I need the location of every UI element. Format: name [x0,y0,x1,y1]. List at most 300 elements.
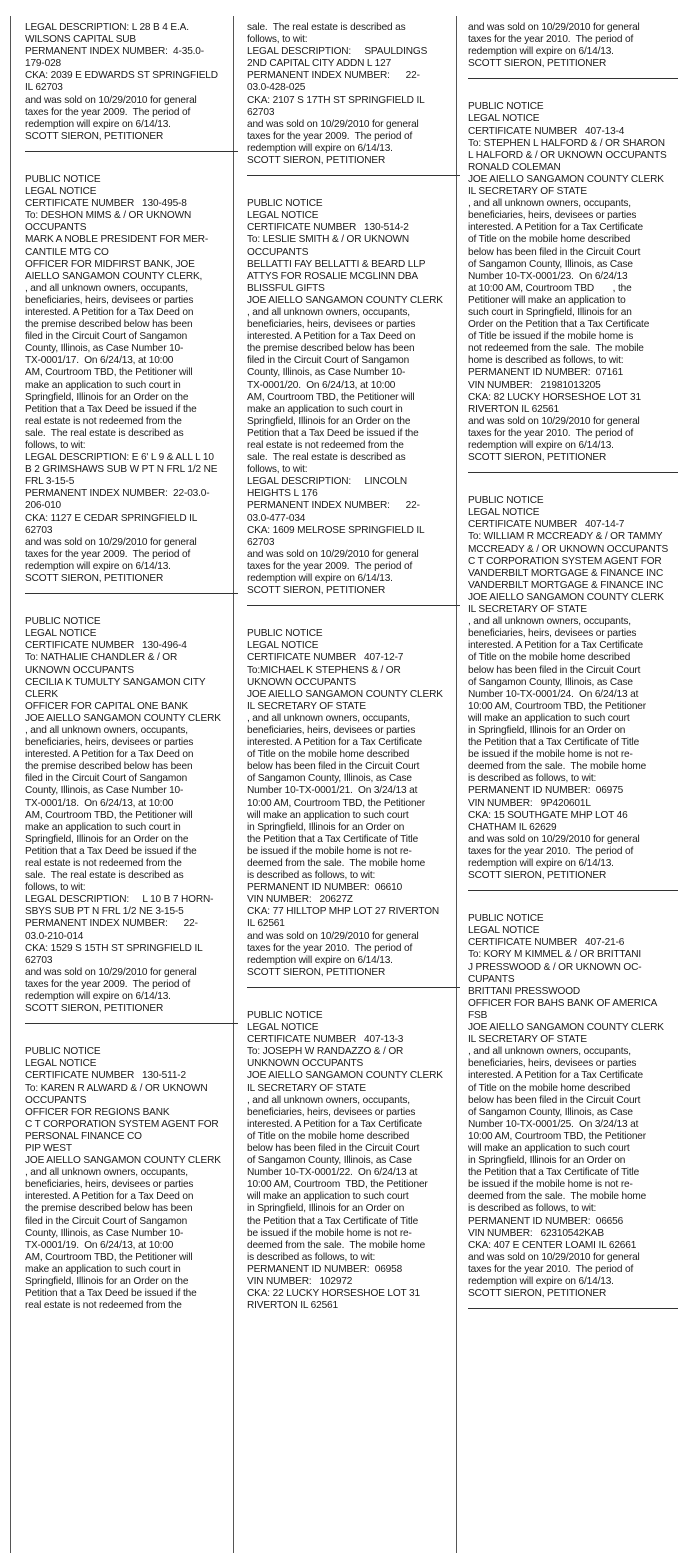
notice-line: sale. The real estate is described as [247,452,406,464]
notice-line: redemption will expire on 6/14/13. [468,46,614,58]
notice-line: PERMANENT ID NUMBER: 06610 [247,882,403,894]
notice-line: JOE AIELLO SANGAMON COUNTY CLERK [25,1155,221,1167]
notice-line: RIVERTON IL 62561 [468,403,559,415]
notice-line: redemption will expire on 6/14/13. [247,142,393,154]
notice-line: Petition that a Tax Deed be issued if the [25,403,197,415]
notice-line: Springfield, Illinois for an Order on the [25,1276,189,1287]
notice-line: Number 10-TX-0001/23. On 6/24/13 [468,270,628,282]
notice-line: Petition that a Tax Deed be issued if the [25,845,197,857]
notice-line: deemed from the sale. The mobile home [247,858,426,869]
notice-line: taxes for the year 2009. The period of [25,978,191,990]
notice-line: of Sangamon County, Illinois, as Case [468,1106,633,1118]
notice-line: filed in the Circuit Court of Sangamon [25,773,188,785]
notice-line: County, Illinois, as Case Number 10- [25,343,184,355]
notice-line: To:MICHAEL K STEPHENS & / OR [247,664,401,676]
notice-line: CERTIFICATE NUMBER 407-13-4 [468,125,625,137]
notice-line: To: DESHON MIMS & / OR UKNOWN [25,210,192,222]
notice-line: LEGAL DESCRIPTION: LINCOLN [247,476,408,488]
notice-line: be issued if the mobile home is not re- [247,1227,412,1239]
notice-line: the Petition that a Tax Certificate of Title [247,1215,419,1227]
notice-line: TX-0001/17. On 6/24/13, at 10:00 [25,355,174,367]
notice-line: interested. A Petition for a Tax Certificate [468,1070,643,1082]
notice-line: taxes for the year 2010. The period of [468,34,634,46]
notice-line: LEGAL NOTICE [247,640,319,652]
notice-line: PUBLIC NOTICE [247,628,323,640]
notice-line: redemption will expire on 6/14/13. [247,954,393,966]
notice-line: VIN NUMBER: 62310542KAB [468,1227,604,1239]
notice-line: IL SECRETARY OF STATE [468,186,587,198]
notice-line: real estate is not redeemed from the [25,858,182,869]
notice-line: Number 10-TX-0001/22. On 6/24/13 at [247,1167,418,1179]
notice-line: CERTIFICATE NUMBER 407-12-7 [247,652,404,664]
notice-line: LEGAL NOTICE [25,186,97,198]
notice-line: PUBLIC NOTICE [25,1046,101,1058]
legal-notice [247,1010,457,1312]
notice-line: the Petition that a Tax Certificate of Title [468,1167,640,1179]
notice-line: CKA: 407 E CENTER LOAMI IL 62661 [468,1239,637,1251]
notice-line: redemption will expire on 6/14/13. [25,560,171,572]
notice-line: will make an application to such court [468,1142,630,1154]
notice-line: , and all unknown owners, occupants, [247,306,410,318]
notice-line: sale. The real estate is described as [247,22,406,33]
notice-line: AM, Courtroom TBD, the Petitioner will [247,391,415,403]
notice-line: PERMANENT ID NUMBER: 06975 [468,785,624,797]
notice-line: CKA: 1609 MELROSE SPRINGFIELD IL [247,524,425,536]
notice-line: will make an application to such court [247,809,409,821]
notice-line: IL 62703 [25,82,63,94]
notice-line: PUBLIC NOTICE [468,495,544,507]
notice-line: AM, Courtroom TBD, the Petitioner will [25,1251,193,1263]
notice-line: VANDERBILT MORTGAGE & FINANCE INC [468,579,664,591]
notice-line: RONALD COLEMAN [468,161,561,173]
notice-line: CKA: 82 LUCKY HORSESHOE LOT 31 [468,391,641,403]
notice-separator [468,1308,678,1309]
notice-line: CERTIFICATE NUMBER 407-21-6 [468,937,625,949]
notice-line: interested. A Petition for a Tax Deed on [25,749,194,761]
notice-line: OFFICER FOR BAHS BANK OF AMERICA [468,997,658,1009]
notice-line: C T CORPORATION SYSTEM AGENT FOR [25,1118,219,1130]
notice-line: , and all unknown owners, occupants, [25,724,188,736]
notice-separator [468,890,678,891]
notice-line: taxes for the year 2009. The period of [25,106,191,118]
notice-line: 62703 [25,524,53,536]
notice-line: PERMANENT INDEX NUMBER: 22-03.0- [25,488,210,500]
notice-line: , and all unknown owners, occupants, [25,282,188,294]
notice-line: and was sold on 10/29/2010 for general [247,118,419,130]
notice-line: taxes for the year 2009. The period of [247,560,413,572]
notice-line: and was sold on 10/29/2010 for general [25,536,197,548]
notice-line: LEGAL NOTICE [468,925,540,937]
notice-line: LEGAL NOTICE [25,628,97,640]
notice-line: 62703 [247,106,275,118]
notice-line: taxes for the year 2010. The period of [468,845,634,857]
notice-line: AM, Courtroom TBD, the Petitioner will [25,367,193,379]
legal-notice [468,913,678,1300]
notice-separator [25,1023,238,1024]
notice-line: CKA: 2107 S 17TH ST SPRINGFIELD IL [247,94,425,106]
notice-line: LEGAL DESCRIPTION: E 6' L 9 & ALL L 10 [25,452,214,464]
notice-line: and was sold on 10/29/2010 for general [25,94,197,106]
notice-line: OCCUPANTS [247,246,309,258]
notice-line: LEGAL NOTICE [468,113,540,125]
notice-line: taxes for the year 2010. The period of [468,1263,634,1275]
notice-line: UNKNOWN OCCUPANTS [247,1058,364,1070]
notice-line: CERTIFICATE NUMBER 130-495-8 [25,198,187,210]
notice-line: IL 62561 [247,918,285,930]
notice-line: below has been filed in the Circuit Court [468,1094,641,1106]
notice-line: interested. A Petition for a Tax Certificate [468,640,643,652]
notice-line: sale. The real estate is described as [25,427,184,439]
notice-line: CERTIFICATE NUMBER 407-14-7 [468,519,625,531]
notice-line: AIELLO SANGAMON COUNTY CLERK, [25,270,203,282]
notice-line: LEGAL DESCRIPTION: L 28 B 4 E.A. [25,22,189,33]
notice-line: B 2 GRIMSHAWS SUB W PT N FRL 1/2 NE [25,464,218,476]
notice-line: in Springfield, Illinois for an Order on [468,1155,626,1167]
notice-line: 206-010 [25,500,61,512]
notice-line: OCCUPANTS [25,222,87,234]
notice-line: OFFICER FOR MIDFIRST BANK, JOE [25,258,195,270]
notice-line: SCOTT SIERON, PETITIONER [25,130,164,142]
notice-line: is described as follows, to wit: [247,1251,376,1263]
notice-line: SCOTT SIERON, PETITIONER [468,1288,607,1300]
notice-line: 10:00 AM, Courtroom TBD, the Petitioner [468,700,646,712]
notice-line: Order on the Petition that a Tax Certificate [468,319,650,331]
notice-line: HEIGHTS L 176 [247,488,318,500]
notice-line: SCOTT SIERON, PETITIONER [25,573,164,585]
notice-line: LEGAL NOTICE [25,1058,97,1070]
notice-line: interested. A Petition for a Tax Certificate [247,1118,422,1130]
notice-line: below has been filed in the Circuit Court [468,246,641,258]
notice-line: 62703 [247,536,275,548]
notice-line: the premise described below has been [247,343,415,355]
notice-line: JOE AIELLO SANGAMON COUNTY CLERK [247,294,443,306]
legal-notice [25,22,235,143]
notice-line: , and all unknown owners, occupants, [468,198,631,210]
notice-line: beneficiaries, heirs, devisees or parties [247,1106,416,1118]
notice-line: Number 10-TX-0001/21. On 3/24/13 at [247,785,418,797]
legal-notice [468,22,678,70]
notice-line: interested. A Petition for a Tax Certificate [468,222,643,234]
notice-line: 03.0-477-034 [247,512,306,524]
notice-line: redemption will expire on 6/14/13. [468,1276,614,1287]
notice-separator [247,605,460,606]
notice-line: LEGAL NOTICE [468,507,540,519]
notice-line: in Springfield, Illinois for an Order on [468,724,626,736]
notice-line: Petition that a Tax Deed be issued if the [25,1288,197,1300]
notice-line: real estate is not redeemed from the [25,1300,182,1312]
notice-line: CKA: 2039 E EDWARDS ST SPRINGFIELD [25,70,218,82]
notice-line: CERTIFICATE NUMBER 407-13-3 [247,1034,404,1046]
notice-line: LEGAL NOTICE [247,1022,319,1034]
notice-line: deemed from the sale. The mobile home [468,1191,647,1203]
notice-line: VIN NUMBER: 20627Z [247,894,353,906]
notice-line: PUBLIC NOTICE [247,198,323,210]
notice-line: make an application to such court in [25,379,181,391]
notice-line: LEGAL DESCRIPTION: L 10 B 7 HORN- [25,894,214,906]
notice-line: TX-0001/19. On 6/24/13, at 10:00 [25,1239,174,1251]
notice-line: TX-0001/18. On 6/24/13, at 10:00 [25,797,174,809]
notice-line: be issued if the mobile home is not re- [247,845,412,857]
notice-line: Number 10-TX-0001/24. On 6/24/13 at [468,688,639,700]
notice-line: at 10:00 AM, Courtroom TBD , the [468,282,632,294]
notice-line: , and all unknown owners, occupants, [247,1094,410,1106]
notice-line: Petitioner will make an application to [468,294,626,306]
notice-line: sale. The real estate is described as [25,870,184,882]
notice-line: is described as follows, to wit: [468,773,597,785]
notice-line: PUBLIC NOTICE [247,1009,323,1021]
notice-line: follows, to wit: [25,440,86,451]
notice-line: of Sangamon County, Illinois, as Case [247,773,412,785]
notice-line: PUBLIC NOTICE [25,173,101,185]
notice-line: Number 10-TX-0001/25. On 3/24/13 at [468,1118,639,1130]
notice-line: deemed from the sale. The mobile home [468,761,647,773]
notice-line: BELLATTI FAY BELLATTI & BEARD LLP [247,258,426,270]
notice-line: beneficiaries, heirs, devisees or parties [247,724,416,736]
notice-line: the premise described below has been [25,1203,193,1215]
notice-line: SCOTT SIERON, PETITIONER [468,452,607,464]
notice-line: real estate is not redeemed from the [25,415,182,427]
notice-line: To: KORY M KIMMEL & / OR BRITTANI [468,949,642,961]
notice-line: TX-0001/20. On 6/24/13, at 10:00 [247,379,396,391]
notice-line: PUBLIC NOTICE [468,913,544,925]
notice-line: PERSONAL FINANCE CO [25,1130,142,1142]
notice-line: follows, to wit: [247,34,308,46]
notice-line: LEGAL NOTICE [247,210,319,222]
notice-line: 62703 [25,954,53,966]
notice-line: redemption will expire on 6/14/13. [468,440,614,451]
notice-line: , and all unknown owners, occupants, [468,616,631,628]
notice-line: PERMANENT INDEX NUMBER: 4-35.0- [25,46,204,58]
legal-notice [25,616,235,1015]
notice-line: interested. A Petition for a Tax Certificate [247,737,422,749]
notice-line: of Title on the mobile home described [468,1082,631,1094]
notice-line: and was sold on 10/29/2010 for general [25,966,197,978]
notice-line: L HALFORD & / OR UKNOWN OCCUPANTS [468,149,667,161]
notice-line: SCOTT SIERON, PETITIONER [247,585,386,597]
notice-line: of Title on the mobile home described [468,234,631,246]
notice-line: J PRESSWOOD & / OR UKNOWN OC- [468,961,642,973]
notice-line: BLISSFUL GIFTS [247,282,325,294]
notice-line: CLERK [25,688,58,700]
notice-line: , and all unknown owners, occupants, [25,1167,188,1179]
notice-line: MARK A NOBLE PRESIDENT FOR MER- [25,234,209,246]
notice-line: below has been filed in the Circuit Court [468,664,641,676]
notice-line: and was sold on 10/29/2010 for general [468,833,640,845]
notice-line: the premise described below has been [25,761,193,773]
legal-notice [468,495,678,882]
notice-line: taxes for the year 2009. The period of [25,548,191,560]
notice-separator [247,987,460,988]
notice-line: IL SECRETARY OF STATE [247,700,366,712]
notice-line: FSB [468,1009,488,1021]
notice-line: CKA: 22 LUCKY HORSESHOE LOT 31 [247,1288,420,1300]
notice-line: County, Illinois, as Case Number 10- [25,785,184,797]
notice-line: Springfield, Illinois for an Order on the [247,415,411,427]
notice-line: , and all unknown owners, occupants, [247,712,410,724]
notice-line: Springfield, Illinois for an Order on the [25,833,189,845]
notice-line: be issued if the mobile home is not re- [468,1179,633,1191]
notice-line: VIN NUMBER: 102972 [247,1276,353,1287]
notice-line: County, Illinois, as Case Number 10- [25,1227,184,1239]
notice-line: CERTIFICATE NUMBER 130-496-4 [25,640,187,652]
notice-line: and was sold on 10/29/2010 for general [247,930,419,942]
legal-notice [247,198,457,597]
legal-notice [247,22,457,167]
notice-line: CERTIFICATE NUMBER 130-511-2 [25,1070,186,1082]
notice-line: of Title be issued if the mobile home is [468,331,634,343]
notice-line: and was sold on 10/29/2010 for general [468,415,640,427]
notice-line: SBYS SUB PT N FRL 1/2 NE 3-15-5 [25,906,184,918]
notice-line: of Sangamon County, Illinois, as Case [247,1155,412,1167]
notice-line: CKA: 1127 E CEDAR SPRINGFIELD IL [25,512,198,524]
notice-separator [25,151,238,152]
notice-line: PERMANENT INDEX NUMBER: 22- [25,918,198,930]
notice-line: beneficiaries, heirs, devisees or parties [247,319,416,331]
notice-line: redemption will expire on 6/14/13. [25,991,171,1003]
notice-line: 03.0-210-014 [25,930,84,942]
notice-line: FRL 3-15-5 [25,476,75,488]
notice-line: PUBLIC NOTICE [25,616,101,628]
notice-line: and was sold on 10/29/2010 for general [468,1251,640,1263]
notice-line: Petition that a Tax Deed be issued if the [247,427,419,439]
notice-line: deemed from the sale. The mobile home [247,1239,426,1251]
notice-line: is described as follows, to wit: [468,1203,597,1215]
notice-line: SCOTT SIERON, PETITIONER [247,155,386,167]
notice-line: make an application to such court in [25,821,181,833]
notice-line: CKA: 15 SOUTHGATE MHP LOT 46 [468,809,628,821]
notice-line: SCOTT SIERON, PETITIONER [468,58,607,70]
notice-line: beneficiaries, heirs, devisees or parties [468,210,637,222]
notice-line: beneficiaries, heirs, devisees or parties [25,294,194,306]
notice-line: interested. A Petition for a Tax Deed on [25,306,194,318]
notice-line: 10:00 AM, Courtroom TBD, the Petitioner [468,1130,646,1142]
legal-notice [247,628,457,979]
notice-line: SCOTT SIERON, PETITIONER [468,870,607,882]
notice-line: 2ND CAPITAL CITY ADDN L 127 [247,58,392,70]
notice-line: follows, to wit: [25,882,86,894]
notice-line: OFFICER FOR REGIONS BANK [25,1106,170,1118]
notice-line: CANTILE MTG CO [25,246,109,258]
legal-notice [468,101,678,464]
notice-line: follows, to wit: [247,464,308,476]
notice-line: beneficiaries, heirs, devisees or parties [468,628,637,640]
notice-line: IL SECRETARY OF STATE [468,1034,587,1046]
notice-line: VANDERBILT MORTGAGE & FINANCE INC [468,567,664,579]
notice-line: make an application to such court in [25,1263,181,1275]
notice-line: redemption will expire on 6/14/13. [247,573,393,585]
notice-line: the Petition that a Tax Certificate of Title [247,833,419,845]
notice-line: RIVERTON IL 62561 [247,1300,338,1312]
notice-line: will make an application to such court [247,1191,409,1203]
notice-line: JOE AIELLO SANGAMON COUNTY CLERK [468,173,664,185]
notice-line: taxes for the year 2010. The period of [247,942,413,954]
notice-line: 10:00 AM, Courtroom TBD, the Petitioner [247,1179,428,1191]
notice-line: below has been filed in the Circuit Court [247,1142,420,1154]
notice-line: To: STEPHEN L HALFORD & / OR SHARON [468,137,665,149]
notice-line: BRITTANI PRESSWOOD [468,985,581,997]
notice-separator [247,175,460,176]
notice-line: redemption will expire on 6/14/13. [468,858,614,869]
notice-line: and was sold on 10/29/2010 for general [247,548,419,560]
notice-line: IL SECRETARY OF STATE [468,604,587,616]
column-rule-left [10,16,11,1553]
notice-line: SCOTT SIERON, PETITIONER [247,966,386,978]
notice-line: of Title on the mobile home described [247,1130,410,1142]
notice-line: LEGAL DESCRIPTION: SPAULDINGS [247,46,428,58]
notice-line: , and all unknown owners, occupants, [468,1046,631,1058]
notice-line: To: WILLIAM R MCCREADY & / OR TAMMY [468,531,663,543]
notice-line: To: LESLIE SMITH & / OR UKNOWN [247,234,410,246]
column-1 [25,22,235,1312]
notice-separator [25,593,238,594]
notice-line: VIN NUMBER: 9P420601L [468,797,591,809]
notice-line: MCCREADY & / OR UKNOWN OCCUPANTS [468,543,669,555]
notice-line: filed in the Circuit Court of Sangamon [25,331,188,343]
notice-line: IL SECRETARY OF STATE [247,1082,366,1094]
notice-line: C T CORPORATION SYSTEM AGENT FOR [468,555,662,567]
legal-notice [25,174,235,585]
notice-line: below has been filed in the Circuit Court [247,761,420,773]
notice-line: ATTYS FOR ROSALIE MCGLINN DBA [247,270,419,282]
notice-line: PERMANENT ID NUMBER: 06958 [247,1263,403,1275]
notice-line: AM, Courtroom TBD, the Petitioner will [25,809,193,821]
notice-line: and was sold on 10/29/2010 for general [468,22,640,33]
notice-line: PUBLIC NOTICE [468,101,544,113]
notice-line: 03.0-428-025 [247,82,306,94]
notice-separator [468,78,678,79]
notice-line: PERMANENT INDEX NUMBER: 22- [247,500,420,512]
notice-line: CUPANTS [468,973,515,985]
notice-line: OFFICER FOR CAPITAL ONE BANK [25,700,188,712]
notice-line: home is described as follows, to wit: [468,355,624,367]
notice-line: CECILIA K TUMULTY SANGAMON CITY [25,676,206,688]
notice-line: make an application to such court in [247,403,403,415]
notice-line: UKNOWN OCCUPANTS [247,676,357,688]
notice-line: PIP WEST [25,1142,72,1154]
notice-line: 10:00 AM, Courtroom TBD, the Petitioner [247,797,425,809]
notice-line: PERMANENT ID NUMBER: 07161 [468,367,624,379]
notice-line: real estate is not redeemed from the [247,440,404,451]
notice-line: taxes for the year 2009. The period of [247,130,413,142]
notice-line: VIN NUMBER: 21981013205 [468,379,601,391]
notice-line: PERMANENT ID NUMBER: 06656 [468,1215,624,1227]
notice-line: 179-028 [25,58,61,70]
notice-line: SCOTT SIERON, PETITIONER [25,1003,164,1015]
notice-line: beneficiaries, heirs, devisees or parties [25,1179,194,1191]
notice-line: in Springfield, Illinois for an Order on [247,821,405,833]
column-3 [468,22,678,1331]
notice-line: UKNOWN OCCUPANTS [25,664,135,676]
notice-line: redemption will expire on 6/14/13. [25,118,171,130]
notice-line: CKA: 1529 S 15TH ST SPRINGFIELD IL [25,942,203,954]
notice-line: CERTIFICATE NUMBER 130-514-2 [247,222,409,234]
notice-line: will make an application to such court [468,712,630,724]
notice-line: filed in the Circuit Court of Sangamon [25,1215,188,1227]
notice-line: CKA: 77 HILLTOP MHP LOT 27 RIVERTON [247,906,440,918]
notice-line: Springfield, Illinois for an Order on the [25,391,189,403]
notice-line: is described as follows, to wit: [247,870,376,882]
notice-line: To: NATHALIE CHANDLER & / OR [25,652,178,664]
column-2 [247,22,457,1312]
notice-line: not redeemed from the sale. The mobile [468,343,644,355]
notice-line: JOE AIELLO SANGAMON COUNTY CLERK [25,712,221,724]
notice-line: such court in Springfield, Illinois for an [468,306,632,318]
notice-line: PERMANENT INDEX NUMBER: 22- [247,70,420,82]
notice-line: JOE AIELLO SANGAMON COUNTY CLERK [468,1022,664,1034]
notice-line: of Sangamon County, Illinois, as Case [468,676,633,688]
notice-line: filed in the Circuit Court of Sangamon [247,355,410,367]
notice-line: beneficiaries, heirs, devisees or parties [25,737,194,749]
